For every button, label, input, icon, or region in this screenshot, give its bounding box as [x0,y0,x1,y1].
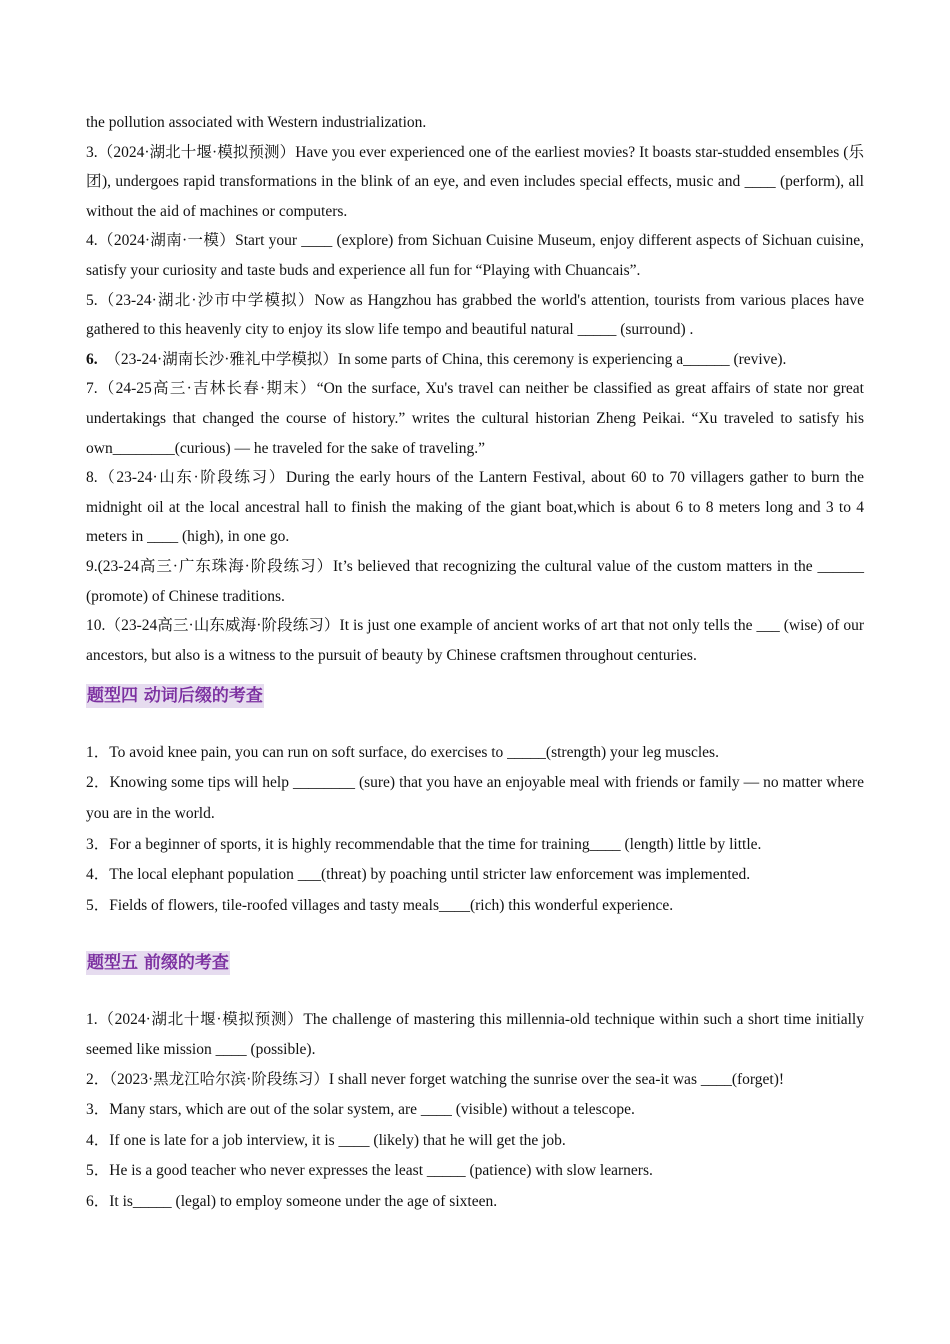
list-item: 4．The local elephant population ___(threat) by poaching until stricter law enforcement was implemented. [86,866,751,884]
section-4-heading-wrap [86,682,864,712]
section-4-list [86,738,864,922]
paragraph-continuation: the pollution associated with Western industrialization. [86,114,427,131]
list-item: 5．Fields of flowers, tile-roofed villages and tasty meals____(rich) this wonderful experience. [86,896,674,914]
section-heading: 题型五 前缀的考查 [87,953,229,974]
question-8: 8.（23-24·山东·阶段练习）During the early hours of the Lantern Festival, about 60 to 70 villagers gather to burn the midnight oil at the local ancestral hall to finish the making of the giant boat,which is about 6 to 8 meters long and 3 to 4 meters in ____ (high), in one go. [86,469,864,546]
question-9: 9.(23-24高三·广东珠海·阶段练习）It’s believed that recognizing the cultural value of the custom matters in the ______ (promote) of Chinese traditions. [86,557,864,605]
question-6 [86,345,864,375]
list-item: 2．Knowing some tips will help ________ (sure) that you have an enjoyable meal with friends or family — no matter where you are in the world. [86,774,864,823]
section-5-list [86,1005,864,1218]
list-item: 1.（2024·湖北十堰·模拟预测）The challenge of mastering this millennia-old technique within such a short time initially seemed like mission ____ (possible). [86,1011,864,1058]
question-5: 5.（23-24·湖北·沙市中学模拟）Now as Hangzhou has grabbed the world's attention, tourists from various places have gathered to this heavenly city to enjoy its slow life tempo and beautiful natural _____ (surround) . [86,291,864,339]
list-item: 1．To avoid knee pain, you can run on soft surface, do exercises to _____(strength) your leg muscles. [86,743,719,761]
list-item: 3．For a beginner of sports, it is highly recommendable that the time for training____ (length) little by little. [86,835,762,853]
list-item: 6．It is_____ (legal) to employ someone under the age of sixteen. [86,1193,498,1210]
question-6-text: （23-24·湖南长沙·雅礼中学模拟）In some parts of China, this ceremony is experiencing a______ (revive). [105,350,787,368]
document-page [86,108,864,1218]
question-6-number: 6. [86,350,98,368]
list-item: 5．He is a good teacher who never expresses the least _____ (patience) with slow learners. [86,1162,653,1180]
question-7: 7.（24-25高三·吉林长春·期末）“On the surface, Xu's travel can neither be classified as great affairs of state nor great undertakings that changed the course of history.” writes the cultural historian Zheng Peikai. “Xu traveled to satisfy his own________(curious) — he traveled for the sake of traveling.” [86,380,864,457]
list-item: 2．（2023·黑龙江哈尔滨·阶段练习）I shall never forget watching the sunrise over the sea-it was ____(forget)! [86,1070,785,1088]
question-3: 3.（2024·湖北十堰·模拟预测）Have you ever experienced one of the earliest movies? It boasts star-studded ensembles (乐团), undergoes rapid transformations in the blink of an eye, and even includes special effects, music and ____ (perform), all without the aid of machines or computers. [86,143,864,220]
question-4: 4.（2024·湖南·一模）Start your ____ (explore) from Sichuan Cuisine Museum, enjoy different aspects of Sichuan cuisine, satisfy your curiosity and taste buds and experience all fun for “Playing with Chuancais”. [86,232,864,279]
section-5-heading-wrap [86,949,864,979]
list-item: 4．If one is late for a job interview, it is ____ (likely) that he will get the job. [86,1131,566,1149]
question-10: 10.（23-24高三·山东威海·阶段练习）It is just one example of ancient works of art that not only tells the ___ (wise) of our ancestors, but also is a witness to the pursuit of beauty by Chinese craftsmen throughout centuries. [86,617,864,664]
section-3-continued [86,108,864,670]
list-item: 3．Many stars, which are out of the solar system, are ____ (visible) without a telescope. [86,1101,635,1119]
section-heading: 题型四 动词后缀的考查 [87,686,263,707]
